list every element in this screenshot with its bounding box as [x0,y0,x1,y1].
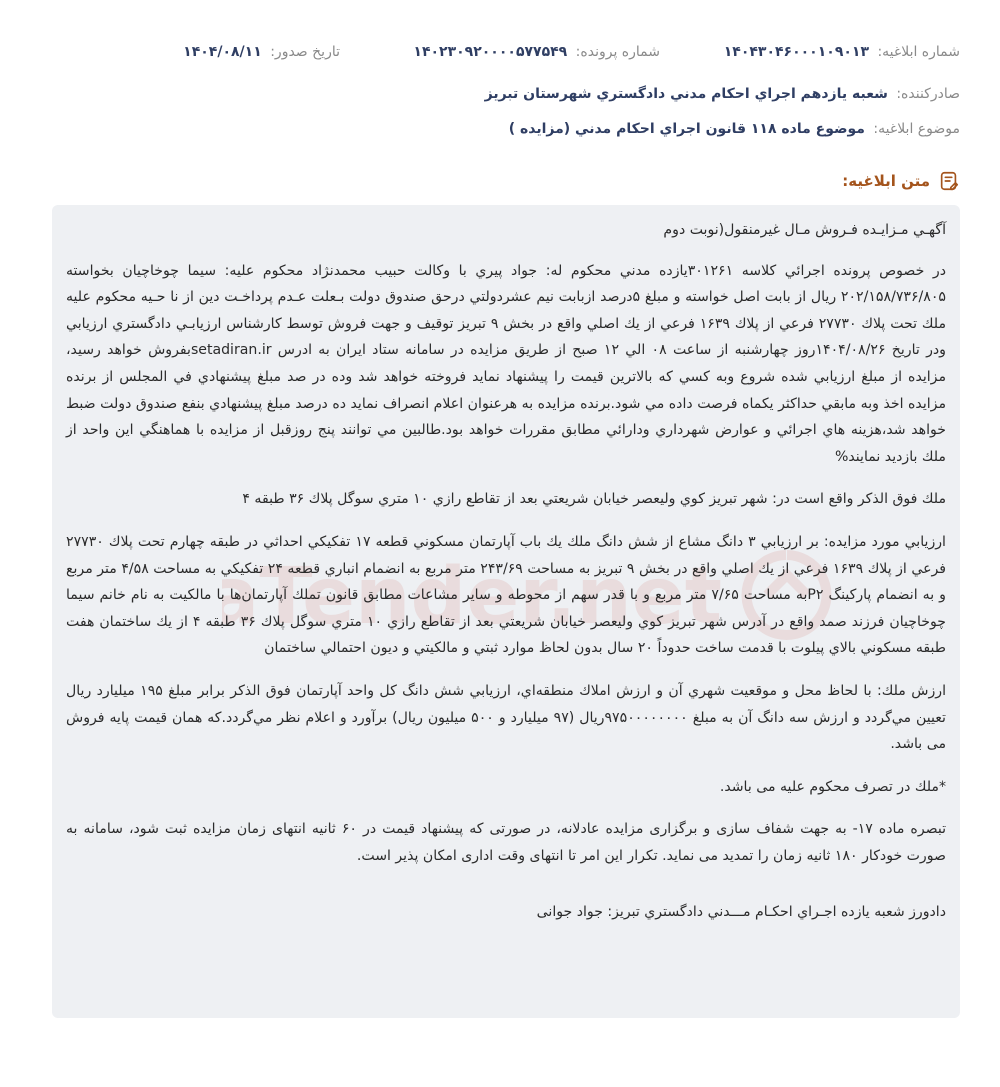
notice-number [724,44,960,60]
subject-label: موضوع ابلاغیه: [873,121,960,137]
notice-paragraph-note: تبصره ماده ۱۷- به جهت شفاف سازی و برگزاری مزایده عادلانه، در صورتی که پیشنهاد قیمت در ۶۰ ثانیه انتهای زمان مزایده ثبت شود، سامانه به صورت خودکار ۱۸۰ ثانیه زمان را تمدید می نماید. تکرار این امر تا انتهای وقت اداری امکان پذیر است. [66,821,946,864]
issuer-label: صادرکننده: [896,86,960,102]
watermark-text: aTender.net [222,552,722,642]
issue-date-value: ۱۴۰۴/۰۸/۱۱ [183,44,262,60]
notice-paragraph-location: ملك فوق الذكر واقع است در: شهر تبريز كوي وليعصر خيابان شريعتي بعد از تقاطع رازي ۱۰ متري سوگل پلاك ۳۶ طبقه ۴ [242,491,946,508]
document-icon [938,170,960,192]
notice-paragraph-title: آگهـي مـزايـده فـروش مـال غيرمنقول(نوبت دوم [663,222,946,238]
issue-date [183,44,340,60]
subject-row [40,121,960,137]
subject-value: موضوع ماده ۱۱۸ قانون اجراي احكام مدني (مزايده ) [508,121,865,137]
notice-paragraph-case: در خصوص پرونده اجرائي كلاسه ۳۰۱۲۶۱يازده مدني محكوم له: جواد پيري با وكالت حبيب محمدنژاد محكوم عليه: سيما چوخاچيان بخواسته ۲۰۲/۱۵۸/۷۳۶/۸۰۵ ريال از بابت اصل خواسته و مبلغ ۵درصد ازبابت نيم عشردولتي درحق صندوق دولت بـعلت عـدم پرداخـت دين از نا حـيه محكوم عليه ملك تحت پلاك ۲۷۷۳۰ فرعي از پلاك ۱۶۳۹ فرعي از يك اصلي واقع در بخش ۹ تبريز توقيف و جهت فروش توسط كارشناس ارزيابـي دادگستري ارزيابي ودر تاريخ ۱۴۰۴/۰۸/۲۶روز چهارشنبه از ساعت ۰۸ الي ۱۲ صبح از طريق مزايده در سامانه ستاد ايران به ادرس setadiran.irبفروش خواهد رسيد، مزايده از مبلغ ارزيابي شده شروع وبه كسي كه بالاترين قيمت را پيشنهاد نمايد فروخته خواهد شد وده در صد مبلغ پيشنهادي في المجلس از برنده مزايده اخذ وبه مابقي حداكثر يكماه فرصت داده مي شود.برنده مزايده به هرعنوان اعلام انصراف نمايد ده درصد مبلغ پيشنهادي بنفع صندوق دولت ضبط خواهد شد،هزينه هاي اجرائي و عوارض شهرداري ودارائي مطابق مقررات خواهد بود.طالبين مي توانند پنج روزقبل از مزايده با هماهنگي اين واحد از ملك بازديد نمايند% [66,262,947,465]
issuer-value: شعبه يازدهم اجراي احكام مدني دادگستري شهرستان تبريز [484,86,888,102]
case-number [413,44,660,60]
notice-paragraph-possession: *ملك در تصرف محكوم عليه مى باشد. [719,778,946,795]
notice-number-label: شماره ابلاغیه: [877,44,960,60]
issuer-row [40,86,960,102]
notice-paragraph-signature: دادورز شعبه يازده اجـراي احكـام مـــدني دادگستري تبريز: جواد جوانى [536,904,946,921]
case-number-label: شماره پرونده: [575,44,660,60]
notice-number-value: ۱۴۰۴۳۰۴۶۰۰۰۱۰۹۰۱۳ [723,44,869,60]
notice-paragraph-appraisal: ارزيابي مورد مزايده: بر ارزيابي ۳ دانگ مشاع از شش دانگ ملك يك باب آپارتمان مسكوني قطعه ۱۷ تفكيكي احداثي در طبقه چهارم تحت پلاك ۲۷۷۳۰ فرعي از پلاك ۱۶۳۹ فرعي از يك اصلي واقع در بخش ۹ تبريز به مساحت ۲۴۳/۶۹ متر مربع به انضمام انباري قطعه ۲۴ تفكيكي به مساحت ۴/۵۸ متر مربع و به انضمام پاركينگ P۲به مساحت ۷/۶۵ متر مربع و با قدر سهم از محوطه و ساير مشاعات مطابق قانون تملك آپارتمان‌ها با مالكيت به نام خانم سيما چوخاچيان فرزند صمد واقع در آدرس شهر تبريز كوي وليعصر خيابان شريعتي بعد از تقاطع رازي ۱۰ متري سوگل پلاك ۳۶ طبقه ۴ از يك ساختمان هفت طبقه مسكوني بالاي پيلوت با قدمت ساخت حدوداً ۲۰ سال بدون لحاظ موارد ثبتي و مالكيتي و ديون احتمالي ساختمان [66,533,947,657]
issue-date-label: تاریخ صدور: [270,44,340,60]
notice-text-heading [842,170,960,192]
notice-text-title: متن ابلاغیه: [842,172,930,190]
case-number-value: ۱۴۰۲۳۰۹۲۰۰۰۰۵۷۷۵۴۹ [413,44,568,60]
notice-paragraph-value: ارزش ملك: با لحاظ محل و موقعيت شهري آن و ارزش املاك منطقه‌اي، ارزيابي شش دانگ كل واحد آپارتمان فوق الذكر برابر مبلغ ۱۹۵ ميليارد ريال تعيين مي‌گردد و ارزش سه دانگ آن به مبلغ ۹۷۵۰۰۰۰۰۰۰۰ريال (۹۷ ميليارد و ۵۰۰ ميليون ريال) برآورد و اعلام نظر مي‌گردد.كه همان قيمت پايه فروش مى باشد. [66,682,946,753]
notice-meta-row [40,44,960,72]
notice-content-box [52,205,960,1018]
